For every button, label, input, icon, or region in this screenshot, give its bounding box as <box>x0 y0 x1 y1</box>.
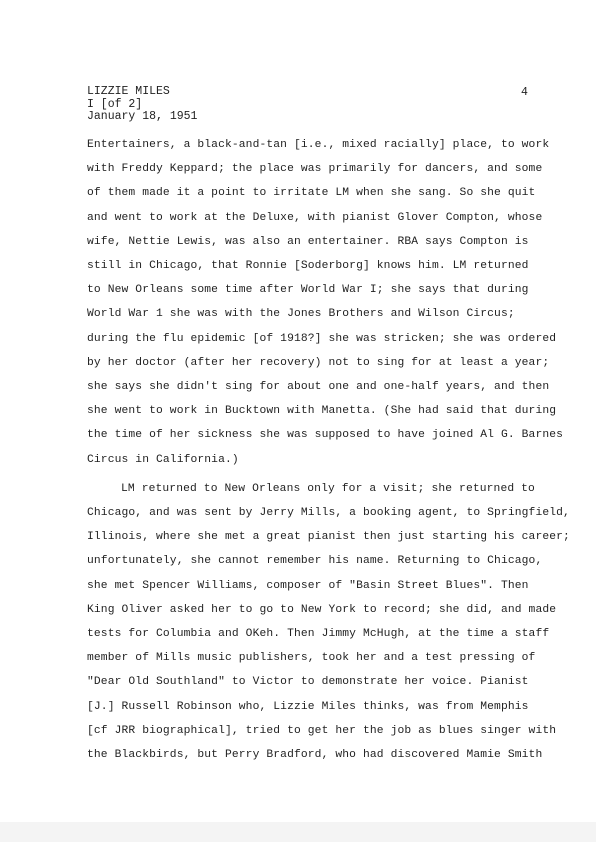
text-line: Chicago, and was sent by Jerry Mills, a booking agent, to Springfield, <box>87 507 570 519</box>
text-line: "Dear Old Southland" to Victor to demonstrate her voice. Pianist <box>87 676 529 689</box>
text-line: King Oliver asked her to go to New York to record; she did, and made <box>87 603 557 616</box>
text-line: during the flu epidemic [of 1918?] she was stricken; she was ordered <box>87 332 557 345</box>
text-line: to New Orleans some time after World War I; she says that during <box>87 284 529 297</box>
text-line: of them made it a point to irritate LM when she sang. So she quit <box>87 187 536 200</box>
text-line: Circus in California.) <box>87 453 239 466</box>
text-line: member of Mills music publishers, took her and a test pressing of <box>87 652 536 665</box>
text-line: Entertainers, a black-and-tan [i.e., mixed racially] place, to work <box>87 139 550 151</box>
text-line: the Blackbirds, but Perry Bradford, who had discovered Mamie Smith <box>87 749 543 761</box>
text-line: she went to work in Bucktown with Manetta. (She had said that during <box>87 405 557 418</box>
document-header <box>87 86 197 124</box>
text-line: [cf JRR biographical], tried to get her the job as blues singer with <box>87 724 557 737</box>
text-line: [J.] Russell Robinson who, Lizzie Miles thinks, was from Memphis <box>87 700 529 713</box>
text-line: still in Chicago, that Ronnie [Soderborg] knows him. LM returned <box>87 260 529 272</box>
text-line: tests for Columbia and OKeh. Then Jimmy McHugh, at the time a staff <box>87 628 550 640</box>
text-line: by her doctor (after her recovery) not to sing for at least a year; <box>87 356 550 369</box>
text-line: World War 1 she was with the Jones Brothers and Wilson Circus; <box>87 308 515 321</box>
subject-name: LIZZIE MILES <box>87 85 170 98</box>
text-line: Illinois, where she met a great pianist then just starting his career; <box>87 531 570 544</box>
text-line: and went to work at the Deluxe, with pianist Glover Compton, whose <box>87 211 543 224</box>
text-line: she says she didn't sing for about one and one-half years, and then <box>87 381 550 393</box>
page-number: 4 <box>521 86 528 99</box>
text-line: unfortunately, she cannot remember his name. Returning to Chicago, <box>87 555 543 568</box>
text-line: wife, Nettie Lewis, was also an entertainer. RBA says Compton is <box>87 235 529 248</box>
text-line: the time of her sickness she was supposed to have joined Al G. Barnes <box>87 429 564 442</box>
paragraph-first-line: LM returned to New Orleans only for a visit; she returned to <box>121 482 535 495</box>
text-line: she met Spencer Williams, composer of "Basin Street Blues". Then <box>87 579 529 592</box>
interview-date: January 18, 1951 <box>87 110 198 123</box>
scan-bottom-edge <box>0 822 596 842</box>
reel-part: I [of 2] <box>87 97 143 111</box>
text-line: with Freddy Keppard; the place was primarily for dancers, and some <box>87 163 543 176</box>
